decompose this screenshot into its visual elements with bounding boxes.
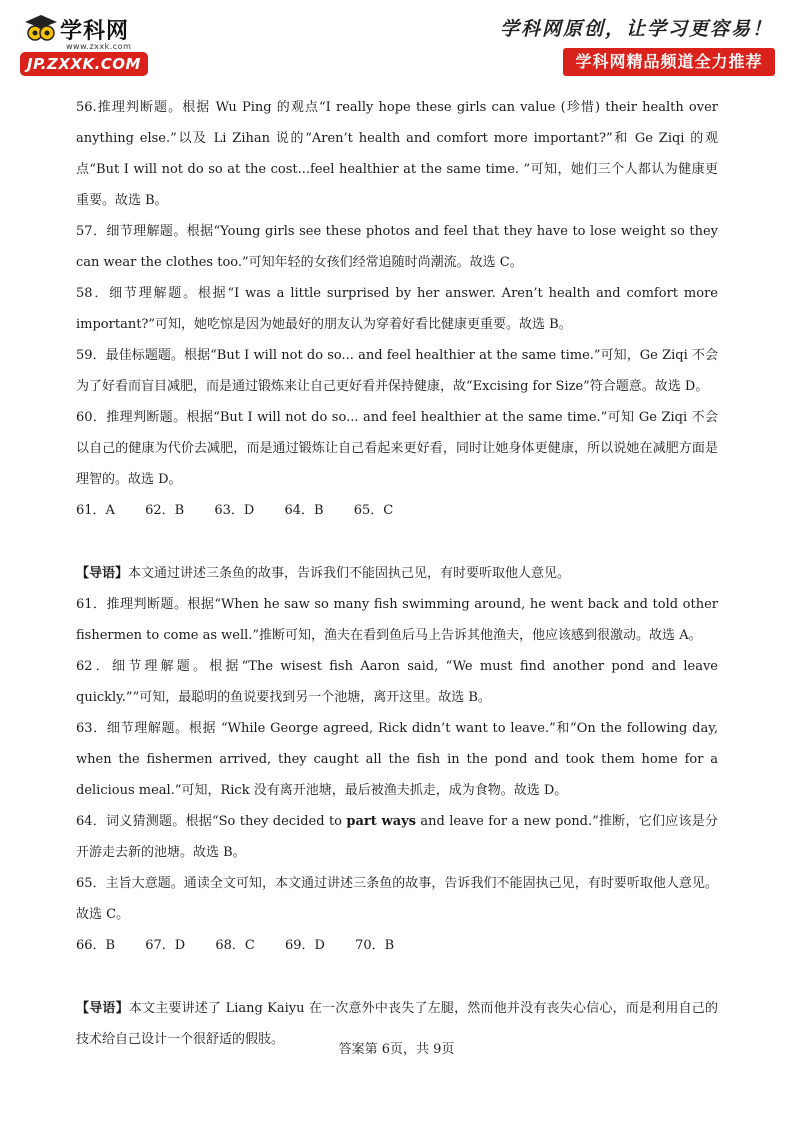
answer-key-item: 65．C xyxy=(353,503,394,518)
answer-key-66-70 xyxy=(76,930,718,961)
answer-64-bold: part ways xyxy=(346,814,417,829)
answer-key-item: 62．B xyxy=(145,503,185,518)
section-gap xyxy=(76,961,718,993)
answer-key-61-65 xyxy=(76,495,718,526)
answer-content xyxy=(76,92,718,1055)
answer-64-text: 64．词义猜测题。根据“So they decided to xyxy=(76,814,347,829)
slogan: 学科网原创，让学习更容易！ xyxy=(499,18,773,40)
logo-title: 学科网 xyxy=(60,19,130,44)
answer-61: 61．推理判断题。根据“When he saw so many fish swimming around, he went back and told other fishermen to come as well.”推断可知，渔夫在看到鱼后马上告诉其他渔夫，他应该感到很激动。故选 A。 xyxy=(76,597,718,643)
answer-59: 59．最佳标题题。根据“But I will not do so... and feel healthier at the same time.”可知，Ge Ziqi 不会为了好看而盲目减肥，而是通过锻炼来让自己更好看并保持健康，故“Excising for Size”符合题意。故选 D。 xyxy=(76,348,718,394)
answer-64-text: and leave for a new pond.”推断，它们应该是分开游走去新的池塘。故选 B。 xyxy=(76,814,718,860)
answer-key-item: 64．B xyxy=(284,503,324,518)
logo-url: www.zxxk.com xyxy=(66,42,132,51)
page-number: 答案第 6页，共 9页 xyxy=(338,1042,455,1057)
answer-key-item: 61．A xyxy=(76,503,115,518)
lead-paragraph-2 xyxy=(76,558,718,589)
zxxk-logo[interactable] xyxy=(20,12,180,80)
answer-60: 60．推理判断题。根据“But I will not do so... and feel healthier at the same time.”可知 Ge Ziqi 不会以自己的健康为代价去减肥，而是通过锻炼让自己看起来更好看，同时让她身体更健康，所以说她在减肥方面是理智的。故选 D。 xyxy=(76,410,718,487)
answer-56: 56.推理判断题。根据 Wu Ping 的观点“I really hope these girls can value (珍惜) their health over anything else.”以及 Li Zihan 说的“Aren’t health and comfort more important?”和 Ge Ziqi 的观点“But I will not do so at the cost...feel healthier at the same time. ”可知，她们三个人都认为健康更重要。故选 B。 xyxy=(76,100,718,208)
answer-key-item: 69．D xyxy=(285,938,325,953)
answer-62: 62．细节理解题。根据“The wisest fish Aaron said, “We must find another pond and leave quickly.””可知，最聪明的鱼说要找到另一个池塘，离开这里。故选 B。 xyxy=(76,659,718,705)
recommend-banner[interactable]: 学科网精品频道全力推荐 xyxy=(563,48,775,76)
page-header xyxy=(0,0,793,90)
answer-key-item: 68．C xyxy=(215,938,255,953)
answer-63: 63．细节理解题。根据 “While George agreed, Rick didn’t want to leave.”和“On the following day, when the fishermen arrived, they caught all the fish in the pond and took them home for a delicious meal.”可知，Rick 没有离开池塘，最后被渔夫抓走，成为食物。故选 D。 xyxy=(76,721,718,798)
answer-key-item: 67．D xyxy=(145,938,186,953)
answer-key-item: 63．D xyxy=(214,503,255,518)
logo-badge: JP.ZXXK.COM xyxy=(20,52,148,76)
answer-65: 65．主旨大意题。通读全文可知，本文通过讲述三条鱼的故事，告诉我们不能固执己见，有时要听取他人意见。故选 C。 xyxy=(76,876,718,922)
section-gap xyxy=(76,526,718,558)
lead-tag: 【导语】 xyxy=(76,566,129,581)
lead-tag: 【导语】 xyxy=(76,1001,129,1016)
answer-58: 58．细节理解题。根据“I was a little surprised by her answer. Aren’t health and comfort more important?”可知，她吃惊是因为她最好的朋友认为穿着好看比健康更重要。故选 B。 xyxy=(76,286,718,332)
lead-text: 本文主要讲述了 Liang Kaiyu 在一次意外中丧失了左腿，然而他并没有丧失心信心，而是利用自己的技术给自己设计一个很舒适的假肢。 xyxy=(76,1001,718,1047)
mascot-icon xyxy=(24,14,58,44)
answer-64 xyxy=(76,806,718,868)
answer-key-item: 66．B xyxy=(76,938,116,953)
lead-text: 本文通过讲述三条鱼的故事，告诉我们不能固执己见，有时要听取他人意见。 xyxy=(128,566,571,581)
answer-57: 57．细节理解题。根据“Young girls see these photos and feel that they have to lose weight so they can wear the clothes too.”可知年轻的女孩们经常追随时尚潮流。故选 C。 xyxy=(76,224,718,270)
answer-key-item: 70．B xyxy=(355,938,395,953)
